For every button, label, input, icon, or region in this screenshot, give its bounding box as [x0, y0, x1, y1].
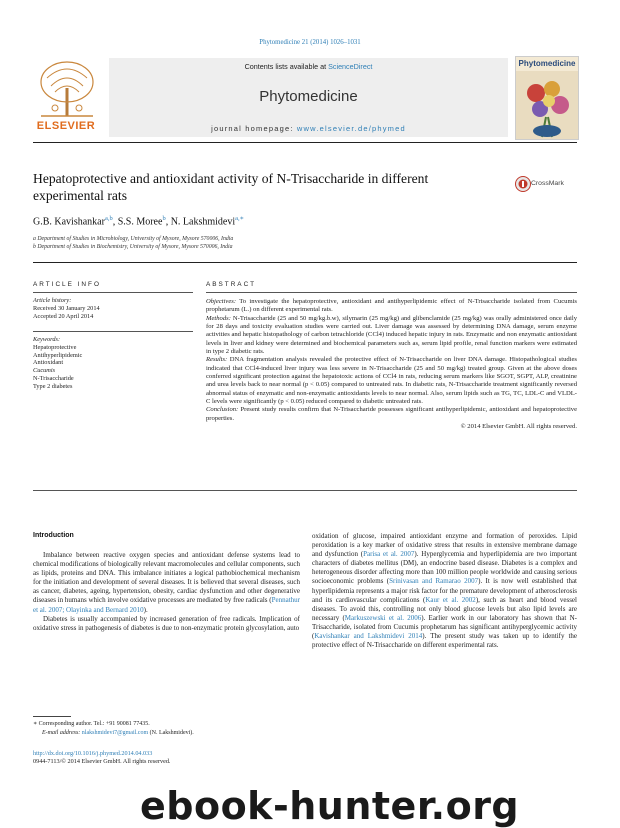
keywords-block — [33, 336, 82, 391]
keyword: Cucumis — [33, 367, 56, 375]
title-divider — [33, 262, 577, 263]
abstract-copyright: © 2014 Elsevier GmbH. All rights reserved. — [460, 423, 577, 431]
abstract-rule — [206, 292, 577, 293]
abstract-heading: ABSTRACT — [206, 281, 257, 288]
abstract-body — [206, 298, 577, 432]
keywords-label: Keywords: — [33, 336, 61, 343]
watermark-text: ebook-hunter.org — [140, 784, 520, 828]
affiliation-a: a Department of Studies in Microbiology, University of Mysore, Mysore 570006, India — [33, 236, 234, 242]
article-info-rule — [33, 292, 193, 293]
abstract-conclusion: Conclusion: Present study results confirm that N-Trisaccharide possesses significant antihyperlipidemic, antioxidant and hepatoprotective properties. — [206, 406, 577, 422]
author-affiliation-sup[interactable]: b — [162, 215, 166, 222]
keywords-rule — [33, 331, 193, 332]
keyword: N-Trisaccharide — [33, 374, 74, 382]
header-divider — [33, 142, 577, 143]
author-affiliation-sup[interactable]: a,∗ — [235, 215, 245, 222]
journal-cover-image — [515, 56, 579, 140]
contents-prefix: Contents lists available at — [244, 62, 329, 71]
email-label: E-mail address: — [42, 730, 82, 736]
homepage-link[interactable]: www.elsevier.de/phymed — [296, 124, 406, 133]
doi-block — [33, 750, 170, 766]
abstract-objectives: Objectives: To investigate the hepatoprotective, antioxidant and antihyperlipidemic effect of N-Trisaccharide isolated from Cucumis prophetarum (L.) on different experimental rats. — [206, 298, 577, 314]
reference-link[interactable]: Parisa et al. 2007 — [363, 550, 415, 559]
elsevier-wordmark: ELSEVIER — [36, 120, 96, 132]
paragraph: oxidation of glucose, impaired antioxidant enzyme and formation of peroxides. Lipid peroxidation is a key marker of oxidative stress that results in extensive membrane damage and dysfunction (Parisa et al. 2007). Hyperglycemia and hyperlipidemia are two important characters of diabetes mellitus (DM), an endocrine based disease. Diabetes is a complex and heterogeneous disorder affecting more than 100 million people worldwide and causing serious socioeconomic problems (Srinivasan and Ramarao 2007). It is now well established that hyperlipidemia represents a major risk factor for the premature development of atherosclerosis and its cardiovascular complications (Kaur et al. 2002), such as heart and blood vessel diseases. To avoid this, controlling not only blood glucose levels but also lipid levels are necessary (Markuszewski et al. 2006). Earlier work in our laboratory has shown that N-Trisaccharide, isolated from Cucumis prophetarum has significant antihyperglycemic activity (Kavishankar and Lakshmidevi 2014). The present study was taken up to identify the protective effect of N-Trisaccharide on different experimental rats. — [312, 532, 577, 650]
accepted-date: Accepted 20 April 2014 — [33, 312, 94, 320]
author-name: G.B. Kavishankar — [33, 216, 105, 228]
author-name: S.S. Moree — [117, 216, 163, 228]
article-history — [33, 297, 100, 320]
received-date: Received 30 January 2014 — [33, 304, 100, 312]
keyword: Type 2 diabetes — [33, 382, 73, 390]
author-affiliation-sup[interactable]: a,b — [104, 215, 113, 222]
keyword: Antioxidant — [33, 359, 64, 367]
abstract-methods: Methods: N-Trisaccharide (25 and 50 mg/kg.b.w), silymarin (25 mg/kg) and glibenclamide (25 mg/kg) was orally administered once daily for 28 days and toxicity evaluation studies were carried out. Liver damage was assessed by determining DNA damage, serum enzyme activities and hepatic histopathology of carbon tetrachloride (CCl4) induced hepatic injury in rats. Enzymatic and non enzymatic antioxidant levels in liver and kidney were determined and biochemical parameters such as, serum lipid profile, renal function markers were estimated in type 2 diabetic rats. — [206, 314, 577, 356]
author-list: G.B. Kavishankar$^{a,b}$, S.S. Moree$^b$, N. Lakshmidevi$^{a,∗}$ — [33, 215, 245, 228]
doi-link[interactable]: http://dx.doi.org/10.1016/j.phymed.2014.04.033 — [33, 750, 153, 757]
reference-link[interactable]: Markuszewski et al. 2006 — [344, 613, 422, 622]
corresponding-author-note: ∗ Corresponding author. Tel.: +91 90081 77435. — [33, 721, 150, 727]
reference-link[interactable]: Kaur et al. 2002 — [425, 595, 476, 604]
email-note: E-mail address: nlakshmidevi7@gmail.com (N. Lakshmidevi). — [42, 730, 194, 736]
affiliation-b: b Department of Studies in Biochemistry, University of Mysore, Mysore 570006, India — [33, 244, 233, 250]
email-link[interactable]: nlakshmidevi7@gmail.com — [81, 730, 149, 736]
abstract-bottom-rule — [33, 490, 577, 491]
sciencedirect-link[interactable]: ScienceDirect — [328, 62, 373, 71]
reference-link[interactable]: Srinivasan and Ramarao 2007 — [389, 577, 479, 586]
article-title: Hepatoprotective and antioxidant activity of N-Trisaccharide in different experimental rats — [33, 171, 429, 203]
history-label: Article history: — [33, 297, 72, 304]
reference-link[interactable]: Pennathur et al. 2007; Olayinka and Bernard 2010 — [33, 596, 300, 614]
keyword: Hepatoprotective — [33, 343, 77, 351]
paragraph: Diabetes is usually accompanied by increased generation of free radicals. Implication of oxidative stress in pathogenesis of diabetes is due to non-enzymatic protein glycosylation, auto — [33, 614, 300, 632]
section-heading-introduction: Introduction — [33, 532, 74, 539]
keyword: Antihyperlipidemic — [33, 351, 83, 359]
journal-citation[interactable]: Phytomedicine 21 (2014) 1026–1031 — [259, 39, 361, 46]
crossmark-icon — [515, 176, 531, 192]
right-column — [312, 532, 577, 650]
homepage-prefix: journal homepage: — [211, 124, 297, 133]
journal-homepage — [109, 124, 508, 133]
author-name: N. Lakshmidevi — [170, 216, 236, 228]
cover-title: Phytomedicine — [518, 59, 576, 68]
issn-line: 0944-7113/© 2014 Elsevier GmbH. All rights reserved. — [33, 758, 171, 765]
reference-link[interactable]: Kavishankar and Lakshmidevi 2014 — [314, 632, 423, 641]
contents-line — [109, 62, 508, 71]
footnote-rule — [33, 716, 71, 717]
article-info-heading: ARTICLE INFO — [33, 281, 101, 288]
paragraph: Imbalance between reactive oxygen species and antioxidant defense systems lead to chemical modifications of biologically relevant macromolecules and cellular components, such as lipids, proteins and DNA. This imbalance initiates a logical pathobiochemical mechanism for the initiation and development of several diseases. It is believed that several diseases, such as cancer, diabetes, ageing, hypertension, obesity, cardiac dysfunction and other degenerative diseases in humans which involve oxidative processes are mediated by free radicals (Pennathur et al. 2007; Olayinka and Bernard 2010). — [33, 551, 300, 614]
journal-title: Phytomedicine — [259, 88, 358, 105]
crossmark-label: CrossMark — [531, 180, 564, 187]
left-column — [33, 551, 300, 633]
abstract-results: Results: DNA fragmentation analysis revealed the protective effect of N-Trisaccharide on liver DNA damage. Histopathological studies indicated that CCl4-induced liver injury was less severe in N-Trisaccharide (25 and 50 mg/kg) treated group. Given at the above doses conferred significant protection against the hepatotoxic actions of CCl4 in rats, reducing serum markers like SGOT, SGPT, ALP, creatinine and urea levels back to near normal (p < 0.05) compared to untreated rats. In diabetic rats, N-Trisaccharide treatment significantly reversed abnormal status of enzymatic and non-enzymatic antioxidants levels to near normal. Also, serum lipids such as TG, TC, LDL-C and VLDL-C levels were significantly (p < 0.05) reduced compared to diabetic untreated rats. — [206, 356, 577, 406]
